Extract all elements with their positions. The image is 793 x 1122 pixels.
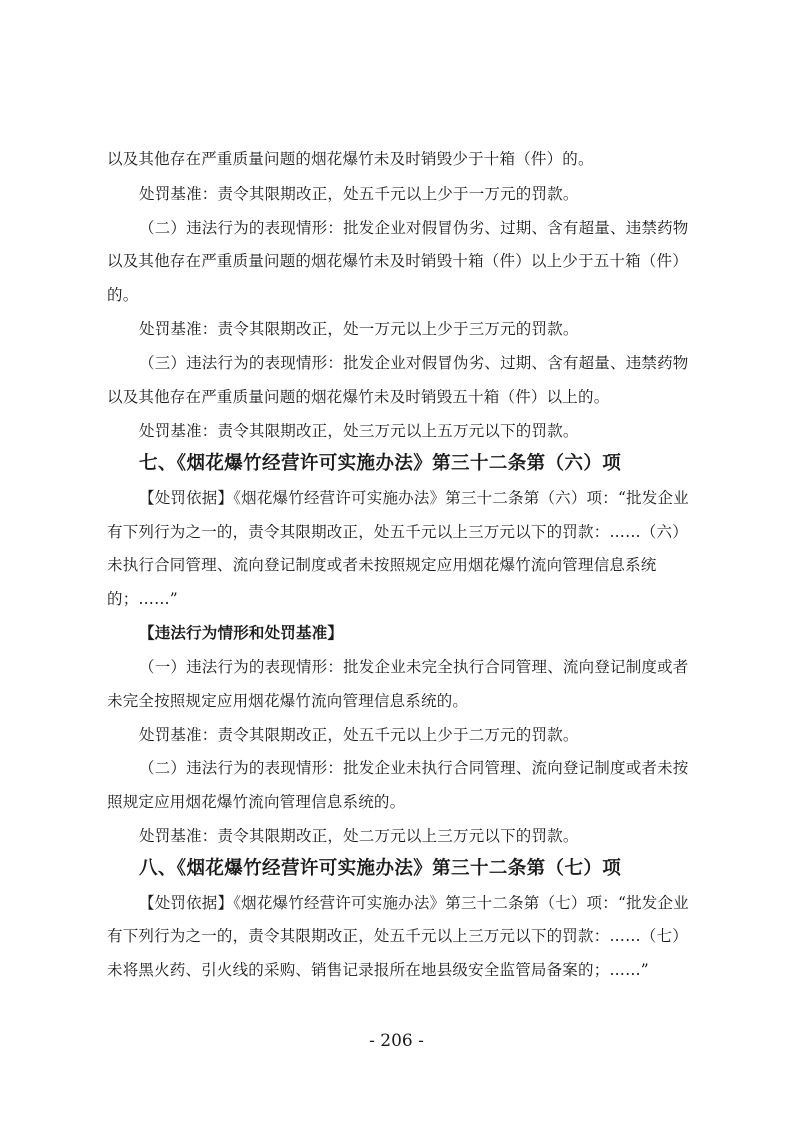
body-text-line: 以及其他存在严重质量问题的烟花爆竹未及时销毁少于十箱（件）的。 <box>107 150 594 168</box>
section-heading: 八、《烟花爆竹经营许可实施办法》第三十二条第（七）项 <box>139 858 622 879</box>
body-text-line: 有下列行为之一的，责令其限期改正，处五千元以上三万元以下的罚款：……（七） <box>107 927 688 945</box>
body-text-line: 的；……” <box>107 590 178 608</box>
penalty-basis-line: 【处罚依据】《烟花爆竹经营许可实施办法》第三十二条第（七）项：“批发企业 <box>139 894 689 912</box>
body-text-line: 的。 <box>107 286 139 304</box>
violation-case-line: （三）违法行为的表现情形：批发企业对假冒伪劣、过期、含有超量、违禁药物 <box>139 354 689 372</box>
body-text-line: 以及其他存在严重质量问题的烟花爆竹未及时销毁五十箱（件）以上的。 <box>107 388 610 406</box>
body-text-line: 照规定应用烟花爆竹流向管理信息系统的。 <box>107 793 406 811</box>
penalty-standard-line: 处罚基准：责令其限期改正，处二万元以上三万元以下的罚款。 <box>139 827 579 845</box>
page-number: - 206 - <box>369 1031 424 1051</box>
body-text-line: 未完全按照规定应用烟花爆竹流向管理信息系统的。 <box>107 692 469 710</box>
penalty-standard-line: 处罚基准：责令其限期改正，处三万元以上五万元以下的罚款。 <box>139 422 579 440</box>
violation-case-line: （一）违法行为的表现情形：批发企业未完全执行合同管理、流向登记制度或者 <box>139 658 689 676</box>
penalty-standard-line: 处罚基准：责令其限期改正，处一万元以上少于三万元的罚款。 <box>139 320 579 338</box>
body-text-line: 未执行合同管理、流向登记制度或者未按照规定应用烟花爆竹流向管理信息系统 <box>107 556 657 574</box>
violation-case-line: （二）违法行为的表现情形：批发企业未执行合同管理、流向登记制度或者未按 <box>139 759 689 777</box>
penalty-standard-line: 处罚基准：责令其限期改正，处五千元以上少于二万元的罚款。 <box>139 726 579 744</box>
subsection-label: 【违法行为情形和处罚基准】 <box>139 623 344 642</box>
section-heading: 七、《烟花爆竹经营许可实施办法》第三十二条第（六）项 <box>139 453 622 474</box>
penalty-basis-line: 【处罚依据】《烟花爆竹经营许可实施办法》第三十二条第（六）项：“批发企业 <box>139 489 689 507</box>
penalty-standard-line: 处罚基准：责令其限期改正，处五千元以上少于一万元的罚款。 <box>139 185 579 203</box>
violation-case-line: （二）违法行为的表现情形：批发企业对假冒伪劣、过期、含有超量、违禁药物 <box>139 219 689 237</box>
body-text-line: 有下列行为之一的，责令其限期改正，处五千元以上三万元以下的罚款：……（六） <box>107 523 688 541</box>
body-text-line: 以及其他存在严重质量问题的烟花爆竹未及时销毁十箱（件）以上少于五十箱（件） <box>107 252 688 270</box>
body-text-line: 未将黑火药、引火线的采购、销售记录报所在地县级安全监管局备案的；……” <box>107 961 649 979</box>
